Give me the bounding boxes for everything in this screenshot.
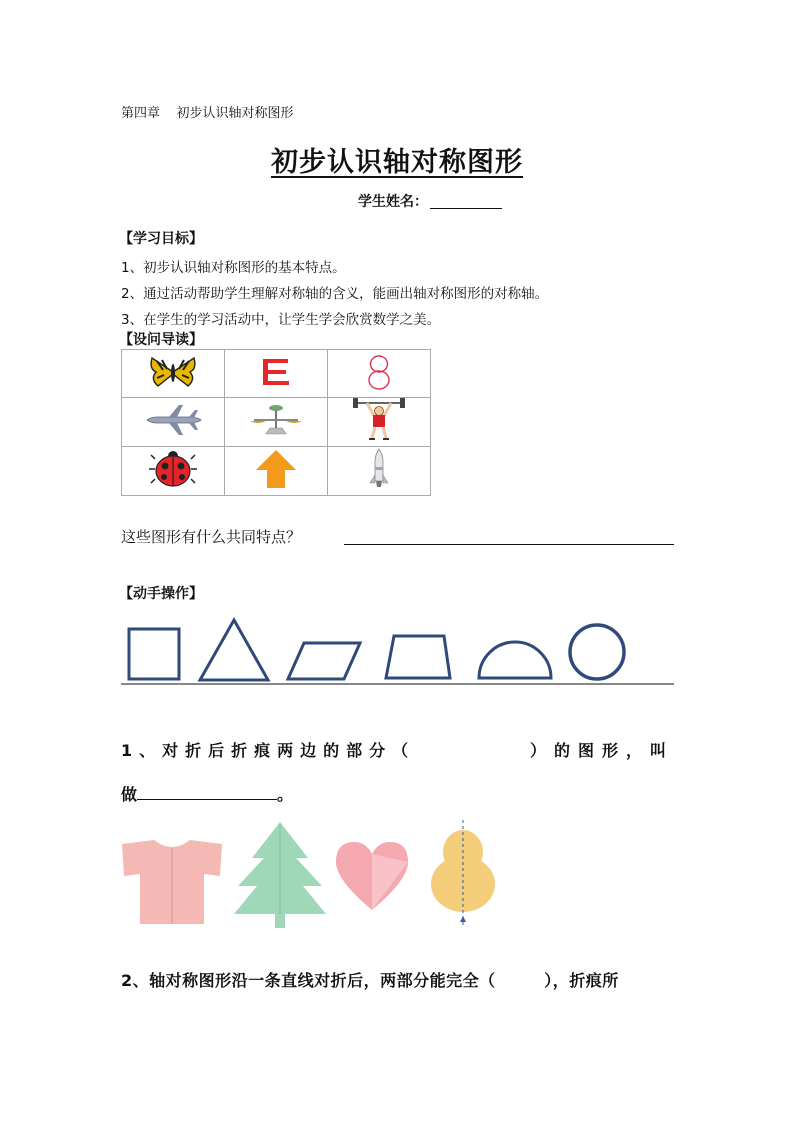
objective-item-3: 3、在学生的学习活动中，让学生学会欣赏数学之美。 (121, 312, 441, 328)
grid-cell (328, 447, 431, 496)
weightlifter-icon (350, 398, 408, 442)
letter-e-icon (259, 357, 293, 387)
semicircle-shape (479, 642, 551, 678)
chapter-heading: 第四章 初步认识轴对称图形 (121, 106, 294, 121)
activity-heading: 【动手操作】 (119, 586, 203, 602)
trapezoid-shape (386, 636, 450, 678)
tree-cutout (234, 822, 326, 928)
square-shape (129, 629, 179, 679)
question-1-text-b: ）的图形，叫 (529, 741, 674, 760)
circle-shape (570, 625, 624, 679)
question-2: 2、轴对称图形沿一条直线对折后，两部分能完全（ ），折痕所 (121, 971, 619, 990)
question-1-prefix: 做 (121, 785, 138, 804)
question-1-text-a: 1、对折后折痕两边的部分（ (121, 741, 416, 760)
up-arrow-icon (254, 448, 298, 490)
triangle-shape (200, 620, 268, 680)
eight-cutout (431, 820, 495, 926)
airplane-icon (143, 402, 203, 438)
common-feature-question: 这些图形有什么共同特点？ (121, 528, 302, 546)
objective-item-1: 1、初步认识轴对称图形的基本特点。 (121, 260, 346, 276)
heart-cutout (336, 842, 408, 910)
rocket-icon (366, 447, 392, 491)
question-1-line-1 (121, 738, 674, 761)
objective-item-2: 2、通过活动帮助学生理解对称轴的含义，能画出轴对称图形的对称轴。 (121, 286, 549, 302)
shirt-cutout (122, 840, 222, 924)
ladybug-icon (147, 449, 199, 489)
grid-cell (225, 447, 328, 496)
butterfly-icon (148, 355, 198, 389)
symmetric-figures-grid (121, 349, 431, 496)
question-1-blank-a[interactable] (419, 738, 527, 761)
question-1-line-2 (121, 781, 674, 805)
geometric-shapes-row (120, 612, 676, 688)
paper-cutouts (118, 818, 508, 933)
objectives-heading: 【学习目标】 (119, 231, 203, 247)
question-1 (121, 738, 674, 805)
page-title (0, 140, 794, 179)
common-feature-answer-field[interactable] (344, 544, 674, 545)
student-name-label: 学生姓名： (358, 194, 428, 210)
student-name-field[interactable] (430, 208, 502, 209)
guide-heading: 【设问导读】 (119, 332, 203, 348)
parallelogram-shape (288, 643, 360, 679)
grid-cell (225, 398, 328, 447)
balance-scale-icon (244, 402, 308, 438)
page-title-text: 初步认识轴对称图形 (271, 147, 523, 178)
digit-eight-icon (364, 353, 394, 391)
question-1-suffix: 。 (277, 785, 294, 804)
grid-cell (328, 350, 431, 398)
grid-cell (328, 398, 431, 447)
grid-cell (122, 398, 225, 447)
question-1-blank-b[interactable] (137, 781, 277, 800)
grid-cell (122, 447, 225, 496)
grid-cell (225, 350, 328, 398)
grid-cell (122, 350, 225, 398)
